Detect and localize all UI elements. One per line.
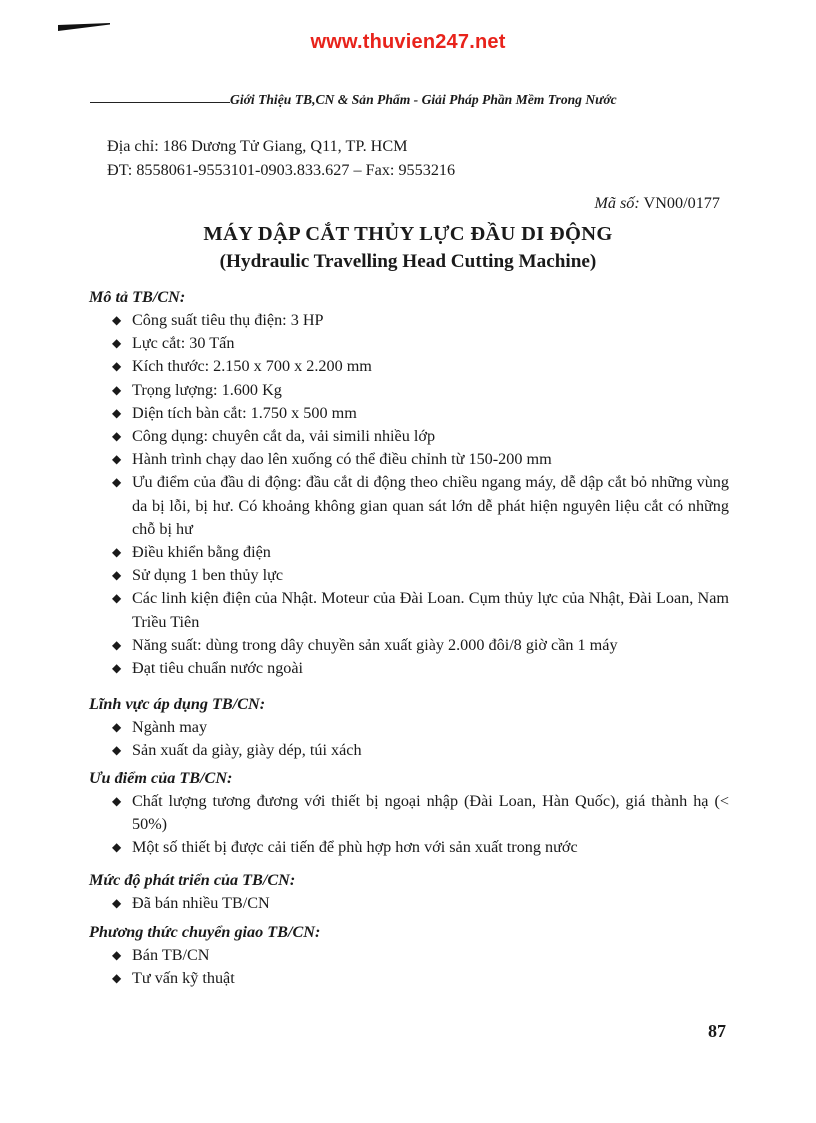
running-header-text: Giới Thiệu TB,CN & Sản Phẩm - Giải Pháp Phần Mềm Trong Nước: [230, 92, 617, 107]
title-vietnamese: MÁY DẬP CẮT THỦY LỰC ĐẦU DI ĐỘNG: [203, 223, 613, 245]
bullet-icon: ◆: [112, 720, 122, 734]
list-item: ◆ Đã bán nhiều TB/CN: [89, 892, 729, 915]
bullet-icon: ◆: [112, 568, 122, 583]
list-item: ◆ Công dụng: chuyên cắt da, vải simili nhiều lớp: [89, 425, 729, 448]
list-item: ◆ Ưu điểm của đầu di động: đầu cắt di động theo chiều ngang máy, dễ dập cắt bỏ những vùng da bị lỗi, bị hư. Có khoảng không gian quan sát lớn dễ phát hiện nguyên liệu cắt có những chỗ bị hư: [112, 473, 729, 538]
bullet-icon: ◆: [112, 382, 122, 397]
running-header: [90, 92, 724, 108]
list-item: ◆ Chất lượng tương đương với thiết bị ngoại nhập (Đài Loan, Hàn Quốc), giá thành hạ (< 50%): [112, 792, 729, 834]
bullet-icon: ◆: [112, 429, 122, 444]
bullet-icon: ◆: [112, 452, 122, 467]
contact-address: Địa chỉ: 186 Dương Tử Giang, Q11, TP. HCM: [107, 137, 408, 155]
list-item: ◆ Hành trình chạy dao lên xuống có thể điều chỉnh từ 150-200 mm: [89, 448, 729, 471]
bullet-icon: ◆: [112, 971, 122, 986]
bullet-icon: ◆: [112, 896, 122, 910]
list-item: ◆ Tư vấn kỹ thuật: [89, 967, 729, 990]
bullet-icon: ◆: [112, 794, 122, 808]
product-code-value: VN00/0177: [643, 194, 720, 212]
section-description: [89, 286, 729, 680]
section-advantages: [89, 767, 729, 860]
list-item: ◆ Ngành may: [89, 716, 729, 739]
list-item: ◆ Điều khiển bằng điện: [89, 541, 729, 564]
bullet-icon: ◆: [112, 948, 122, 962]
section-heading: Mô tả TB/CN:: [89, 288, 186, 306]
watermark-url[interactable]: www.thuvien247.net: [310, 31, 506, 53]
bullet-icon: ◆: [112, 637, 122, 652]
list-item: ◆ Lực cắt: 30 Tấn: [89, 332, 729, 355]
list-item: ◆ Năng suất: dùng trong dây chuyền sản xuất giày 2.000 đôi/8 giờ cần 1 máy: [89, 634, 729, 657]
list-item: ◆ Sản xuất da giày, giày dép, túi xách: [89, 739, 729, 762]
bullet-list: [89, 309, 729, 680]
list-item: ◆ Diện tích bàn cắt: 1.750 x 500 mm: [89, 402, 729, 425]
bullet-icon: ◆: [112, 359, 122, 374]
bullet-icon: ◆: [112, 313, 122, 327]
header-rule: [90, 102, 230, 103]
bullet-icon: ◆: [112, 475, 122, 490]
bullet-list: [89, 944, 729, 990]
bullet-icon: ◆: [112, 336, 122, 351]
bullet-icon: ◆: [112, 405, 122, 420]
section-heading: Mức độ phát triển của TB/CN:: [89, 871, 296, 889]
section-heading: Ưu điểm của TB/CN:: [89, 769, 233, 787]
corner-mark-icon: [58, 23, 110, 31]
list-item: ◆ Các linh kiện điện của Nhật. Moteur của Đài Loan. Cụm thủy lực của Nhật, Đài Loan, Nam Triều Tiên: [112, 589, 729, 631]
bullet-icon: ◆: [112, 545, 122, 560]
section-application: [89, 693, 729, 762]
contact-phone: ĐT: 8558061-9553101-0903.833.627 – Fax: 9553216: [107, 161, 456, 179]
section-development-level: [89, 869, 729, 915]
section-heading: Phương thức chuyển giao TB/CN:: [89, 923, 321, 941]
bullet-icon: ◆: [112, 840, 122, 855]
list-item: ◆ Một số thiết bị được cải tiến để phù hợp hơn với sản xuất trong nước: [89, 836, 729, 859]
list-item: ◆ Công suất tiêu thụ điện: 3 HP: [89, 309, 729, 332]
list-item: ◆ Kích thước: 2.150 x 700 x 2.200 mm: [89, 355, 729, 378]
page-number: 87: [708, 1021, 726, 1041]
list-item: ◆ Bán TB/CN: [89, 944, 729, 967]
section-transfer-method: [89, 921, 729, 990]
bullet-list: [89, 892, 729, 915]
list-item: ◆ Sử dụng 1 ben thủy lực: [89, 564, 729, 587]
title-english: (Hydraulic Travelling Head Cutting Machine): [219, 251, 597, 272]
bullet-list: [89, 716, 729, 762]
bullet-icon: ◆: [112, 591, 122, 606]
bullet-icon: ◆: [112, 661, 122, 676]
product-code-label: Mã số:: [594, 194, 640, 212]
product-code: [594, 194, 720, 213]
bullet-list: [89, 790, 729, 860]
list-item: ◆ Đạt tiêu chuẩn nước ngoài: [89, 657, 729, 680]
bullet-icon: ◆: [112, 743, 122, 758]
section-heading: Lĩnh vực áp dụng TB/CN:: [89, 695, 266, 713]
list-item: ◆ Trọng lượng: 1.600 Kg: [89, 379, 729, 402]
